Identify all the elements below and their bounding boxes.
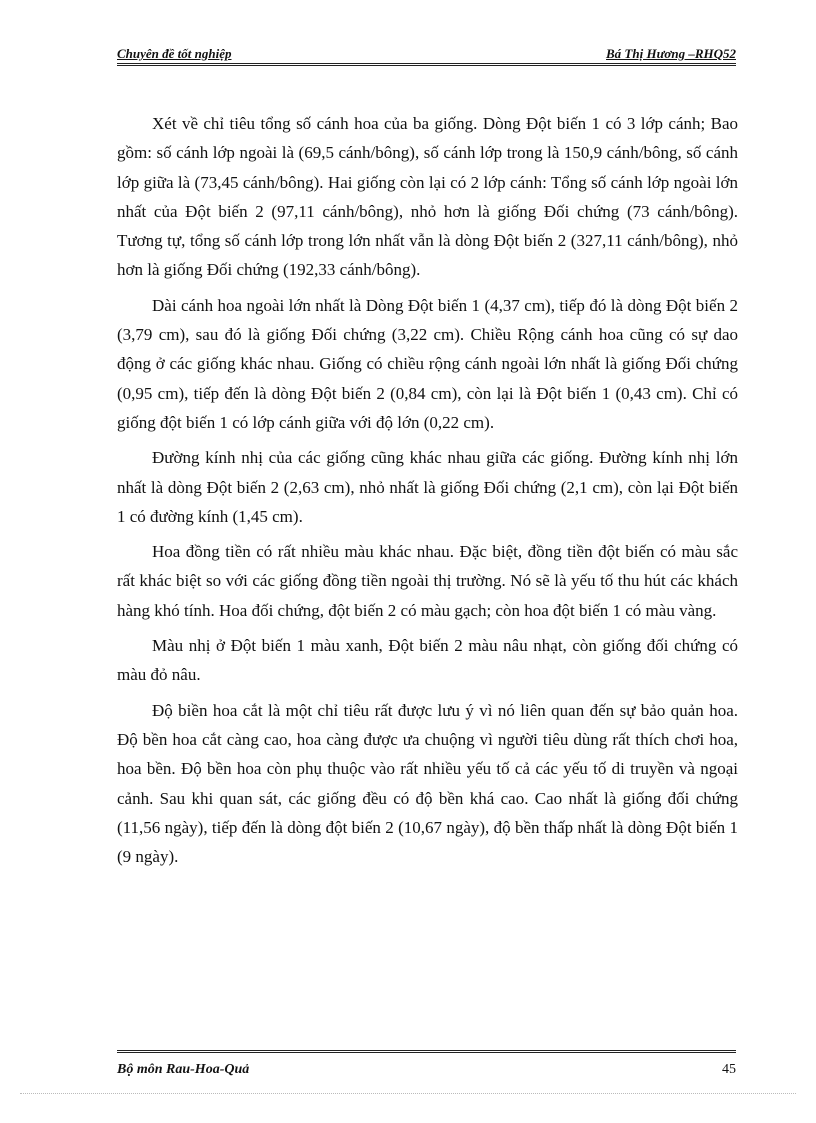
paragraph-vase-life: Độ biền hoa cắt là một chỉ tiêu rất được lưu ý vì nó liên quan đến sự bảo quản hoa. Độ bền hoa cắt càng cao, hoa càng được ưa chuộng vì người tiêu dùng rất thích chơi hoa, hoa bền. Độ bền hoa còn phụ thuộc vào rất nhiều yếu tố cả các yếu tố di truyền và ngoại cảnh. Sau khi quan sát, các giống đều có độ bền khá cao. Cao nhất là giống đối chứng (11,56 ngày), tiếp đến là dòng đột biến 2 (10,67 ngày), độ bền thấp nhất là dòng Đột biến 1 (9 ngày). — [117, 700, 738, 867]
paragraph-stamen-diameter: Đường kính nhị của các giống cũng khác nhau giữa các giống. Đường kính nhị lớn nhất là dòng Đột biến 2 (2,63 cm), nhỏ nhất là giống Đối chứng (2,1 cm), còn lại Đột biến 1 có đường kính (1,45 cm). — [117, 448, 738, 526]
paragraph-flower-color: Hoa đồng tiền có rất nhiều màu khác nhau. Đặc biệt, đồng tiền đột biến có màu sắc rất khác biệt so với các giống đồng tiền ngoài thị trường. Nó sẽ là yếu tố thu hút các khách hàng khó tính. Hoa đối chứng, đột biến 2 có màu gạch; còn hoa đột biến 1 có màu vàng. — [117, 542, 738, 620]
header-divider — [117, 63, 736, 66]
footer-divider — [117, 1050, 736, 1053]
paragraph-petal-size: Dài cánh hoa ngoài lớn nhất là Dòng Đột biến 1 (4,37 cm), tiếp đó là dòng Đột biến 2 (3,79 cm), sau đó là giống Đối chứng (3,22 cm). Chiều Rộng cánh hoa cũng có sự dao động ở các giống khác nhau. Giống có chiều rộng cánh ngoài lớn nhất là giống Đối chứng (0,95 cm), tiếp đến là dòng Đột biến 2 (0,84 cm), còn lại là Đột biến 1 (0,43 cm). Chỉ có giống đột biến 1 có lớp cánh giữa với độ lớn (0,22 cm). — [117, 295, 738, 432]
footer-department: Bộ môn Rau-Hoa-Quả — [117, 1062, 250, 1077]
header-author: Bá Thị Hương –RHQ52 — [606, 46, 736, 61]
document-body — [117, 109, 738, 877]
page-footer — [117, 1062, 736, 1082]
page-edge-divider — [20, 1093, 796, 1094]
paragraph-stamen-color: Màu nhị ở Đột biến 1 màu xanh, Đột biến 2 màu nâu nhạt, còn giống đối chứng có màu đỏ nâu. — [117, 636, 738, 685]
header-document-title: Chuyên đề tốt nghiệp — [117, 46, 232, 61]
page-number: 45 — [722, 1062, 736, 1077]
paragraph-petal-count: Xét về chỉ tiêu tổng số cánh hoa của ba giống. Dòng Đột biến 1 có 3 lớp cánh; Bao gồm: số cánh lớp ngoài là (69,5 cánh/bông), số cánh lớp trong là 150,9 cánh/bông, số cánh lớp giữa là (73,45 cánh/bông). Hai giống còn lại có 2 lớp cánh: Tổng số cánh lớp ngoài lớn nhất của Đột biến 2 (97,11 cánh/bông), nhỏ hơn là giống Đối chứng (73 cánh/bông). Tương tự, tổng số cánh lớp trong lớn nhất vẫn là dòng Đột biến 2 (327,11 cánh/bông), nhỏ hơn là giống Đối chứng (192,33 cánh/bông). — [117, 114, 738, 280]
